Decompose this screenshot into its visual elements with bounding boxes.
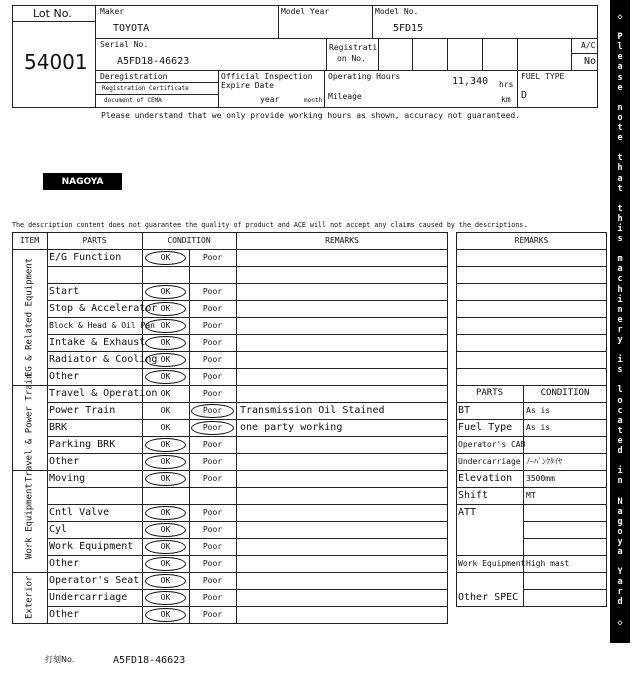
inspection-label-2: Expire Date xyxy=(221,81,274,90)
year-label: year xyxy=(260,95,280,104)
ok-option: OK xyxy=(160,593,171,602)
spec-row-condition: MT xyxy=(526,491,536,500)
divider xyxy=(447,38,448,70)
divider xyxy=(456,283,607,284)
ok-option: OK xyxy=(160,355,171,364)
group-label: EG & Related Equipment xyxy=(24,257,35,377)
poor-option: Poor xyxy=(202,287,223,296)
divider xyxy=(456,317,607,318)
poor-option: Poor xyxy=(202,338,223,347)
ok-option: OK xyxy=(160,508,171,517)
table-row-remark: Transmission Oil Stained xyxy=(240,405,385,416)
ok-option: OK xyxy=(160,457,171,466)
divider xyxy=(47,555,448,556)
divider xyxy=(12,572,47,573)
ok-option: OK xyxy=(160,321,171,330)
table-row-part: Moving xyxy=(49,473,86,484)
divider xyxy=(47,606,448,607)
group-label: Travel & Power Train xyxy=(24,373,35,482)
divider xyxy=(47,487,448,488)
serial-value: A5FD18-46623 xyxy=(117,56,190,67)
ok-option: OK xyxy=(160,559,171,568)
divider xyxy=(95,82,218,83)
table-row-part: Parking BRK xyxy=(49,439,116,450)
divider xyxy=(95,38,598,39)
ok-option: OK xyxy=(160,253,171,262)
ok-option: OK xyxy=(160,372,171,381)
divider xyxy=(47,419,448,420)
spec-row-part: Elevation xyxy=(458,473,513,484)
spec-row-condition: As is xyxy=(526,406,551,415)
operating-hours-label: Operating Hours xyxy=(328,72,401,81)
poor-option: Poor xyxy=(202,389,223,398)
ok-circle-mark xyxy=(145,557,186,571)
divider xyxy=(47,453,448,454)
mileage-label: Mileage xyxy=(328,92,362,101)
cema-label: document of CEMA xyxy=(104,97,162,104)
divider xyxy=(47,538,448,539)
ok-option: OK xyxy=(160,525,171,534)
divider xyxy=(47,385,448,386)
divider xyxy=(456,555,607,556)
divider xyxy=(456,249,607,250)
poor-option: Poor xyxy=(202,610,223,619)
header-item: ITEM xyxy=(19,236,40,245)
table-row-part: BRK xyxy=(49,422,68,433)
divider xyxy=(571,53,598,54)
spec-row-part: BT xyxy=(458,405,471,416)
spec-row-condition: 3500mm xyxy=(526,474,555,483)
table-row-part: Travel & Operation xyxy=(49,388,158,399)
table-row-remark: one party working xyxy=(240,422,343,433)
poor-option: Poor xyxy=(202,508,223,517)
divider xyxy=(278,5,279,38)
divider xyxy=(12,385,47,386)
divider xyxy=(12,21,95,22)
operating-hours-value: 11,340 xyxy=(452,76,489,87)
divider xyxy=(324,70,325,108)
hrs-unit: hrs xyxy=(499,80,514,89)
divider xyxy=(218,70,219,108)
divider xyxy=(456,402,607,403)
table-row-part: Cyl xyxy=(49,524,68,535)
ac-value: No xyxy=(584,56,597,67)
registration-label-2: on No. xyxy=(337,54,366,63)
divider xyxy=(456,419,607,420)
ok-option: OK xyxy=(160,576,171,585)
poor-option: Poor xyxy=(202,576,223,585)
table-row-part: Operator's Seat xyxy=(49,575,140,586)
ok-option: OK xyxy=(160,542,171,551)
divider xyxy=(517,70,518,108)
divider xyxy=(523,538,607,539)
divider xyxy=(372,5,373,38)
divider xyxy=(236,232,237,623)
divider xyxy=(47,334,448,335)
spec-row-part: Fuel Type xyxy=(458,422,513,433)
poor-option: Poor xyxy=(202,474,223,483)
divider xyxy=(47,436,448,437)
divider xyxy=(95,70,598,71)
ok-circle-mark xyxy=(145,540,186,554)
ok-circle-mark xyxy=(145,353,186,367)
divider xyxy=(456,334,607,335)
ok-circle-mark xyxy=(145,319,186,333)
divider xyxy=(456,368,607,369)
ok-option: OK xyxy=(160,389,171,398)
divider xyxy=(456,470,607,471)
table-row-part: Other xyxy=(49,558,80,569)
spec-row-part: Shift xyxy=(458,490,489,501)
fuel-type-label: FUEL TYPE xyxy=(521,72,565,81)
spec-row-condition: As is xyxy=(526,423,551,432)
divider xyxy=(456,453,607,454)
divider xyxy=(12,470,47,471)
lot-number: 54001 xyxy=(24,50,88,74)
spec-row-condition: ﾉｰﾊﾞﾝｸﾀｲﾔ xyxy=(526,457,562,466)
divider xyxy=(47,368,448,369)
divider xyxy=(523,521,607,522)
poor-option: Poor xyxy=(202,559,223,568)
ok-circle-mark xyxy=(145,285,186,299)
divider xyxy=(456,351,607,352)
table-row-part: Other xyxy=(49,456,80,467)
divider xyxy=(47,317,448,318)
ok-option: OK xyxy=(160,474,171,483)
table-row-part: E/G Function xyxy=(49,252,122,263)
divider xyxy=(456,300,607,301)
poor-option: Poor xyxy=(202,355,223,364)
ok-circle-mark xyxy=(145,336,186,350)
poor-option: Poor xyxy=(202,525,223,534)
ok-circle-mark xyxy=(145,472,186,486)
ok-circle-mark xyxy=(145,302,186,316)
table-row-part: Intake & Exhaust xyxy=(49,337,146,348)
table-row-part: Stop & Accelerator xyxy=(49,303,158,314)
table-row-part: Radiator & Cooling xyxy=(49,354,158,365)
poor-option: Poor xyxy=(202,253,223,262)
header-parts: PARTS xyxy=(82,236,107,245)
month-label: month xyxy=(304,97,323,104)
ok-option: OK xyxy=(160,287,171,296)
inspection-label: Official Inspection xyxy=(221,72,313,81)
divider xyxy=(571,38,572,70)
side-banner-text: ◇ P l e a s e n o t e t h a t t h i s m a c h i n e r y i s l o c a t e d i n N a g o y a Y a r d ◇ xyxy=(617,12,623,628)
divider xyxy=(47,402,448,403)
disclaimer: The description content does not guarantee the quality of product and ACE will not accept any claims caused by the descriptions. xyxy=(12,221,528,229)
right-condition-header: CONDITION xyxy=(540,388,590,398)
ok-circle-mark xyxy=(145,506,186,520)
divider xyxy=(47,300,448,301)
table-row-part: Work Equipment xyxy=(49,541,134,552)
fuel-type-value: D xyxy=(521,90,528,101)
right-remarks-box xyxy=(456,232,607,386)
divider xyxy=(95,94,218,95)
table-row-part: Start xyxy=(49,286,80,297)
ok-circle-mark xyxy=(145,438,186,452)
poor-option: Poor xyxy=(202,406,223,415)
divider xyxy=(456,572,607,573)
stamp-label: 打刻No. xyxy=(45,655,75,664)
header-condition: CONDITION xyxy=(167,236,211,245)
table-row-part: Power Train xyxy=(49,405,116,416)
table-row-part: Undercarriage xyxy=(49,592,128,603)
divider xyxy=(47,283,448,284)
poor-option: Poor xyxy=(202,372,223,381)
ok-option: OK xyxy=(160,423,171,432)
divider xyxy=(482,38,483,70)
group-label: Exterior xyxy=(24,575,35,620)
divider xyxy=(523,589,607,590)
ok-circle-mark xyxy=(145,523,186,537)
poor-circle-mark xyxy=(191,404,234,418)
poor-option: Poor xyxy=(202,304,223,313)
poor-option: Poor xyxy=(202,440,223,449)
spec-row-part: Undercarriage xyxy=(458,457,521,466)
divider xyxy=(47,504,448,505)
divider xyxy=(47,266,448,267)
header-remarks: REMARKS xyxy=(325,236,359,245)
poor-circle-mark xyxy=(191,421,234,435)
right-parts-header: PARTS xyxy=(475,388,504,398)
divider xyxy=(517,38,518,70)
ok-option: OK xyxy=(160,610,171,619)
registration-label: Registrati xyxy=(329,43,378,52)
ok-circle-mark xyxy=(145,455,186,469)
registration-certificate-label: Registration Certificate xyxy=(102,85,189,92)
divider xyxy=(456,266,607,267)
ac-label: A/C xyxy=(581,41,596,50)
poor-option: Poor xyxy=(202,457,223,466)
maker-value: TOYOTA xyxy=(113,23,150,34)
side-banner xyxy=(610,0,630,643)
poor-option: Poor xyxy=(202,423,223,432)
divider xyxy=(47,521,448,522)
divider xyxy=(456,436,607,437)
deregistration-label: Deregistration xyxy=(100,72,168,81)
model-no-label: Model No. xyxy=(375,7,419,16)
location-badge: NAGOYA xyxy=(43,173,122,190)
ok-option: OK xyxy=(160,338,171,347)
stamp-value: A5FD18-46623 xyxy=(113,655,186,666)
model-no-value: 5FD15 xyxy=(393,23,424,34)
divider xyxy=(12,249,448,250)
divider xyxy=(47,572,448,573)
divider xyxy=(95,5,96,108)
right-remarks-header: REMARKS xyxy=(514,236,549,245)
spec-row-part: ATT xyxy=(458,507,477,518)
divider xyxy=(47,470,448,471)
divider xyxy=(412,38,413,70)
divider xyxy=(456,487,607,488)
poor-option: Poor xyxy=(202,542,223,551)
divider xyxy=(456,504,607,505)
model-year-label: Model Year xyxy=(281,7,330,16)
spec-row-part: Other SPEC xyxy=(458,592,519,603)
group-label: Work Equipment xyxy=(24,483,35,559)
table-row-part: Other xyxy=(49,371,80,382)
divider xyxy=(378,38,379,70)
ok-option: OK xyxy=(160,440,171,449)
hours-notice: Please understand that we only provide working hours as shown, accuracy not guaranteed. xyxy=(101,111,521,120)
poor-option: Poor xyxy=(202,593,223,602)
ok-circle-mark xyxy=(145,251,186,265)
lot-label: Lot No. xyxy=(33,7,72,20)
ok-circle-mark xyxy=(145,608,186,622)
divider xyxy=(47,232,48,623)
serial-label: Serial No. xyxy=(100,40,149,49)
maker-label: Maker xyxy=(100,7,125,16)
ok-circle-mark xyxy=(145,574,186,588)
table-row-part: Block & Head & Oil Pan xyxy=(49,321,155,330)
table-row-part: Cntl Valve xyxy=(49,507,110,518)
divider xyxy=(47,351,448,352)
ok-circle-mark xyxy=(145,370,186,384)
spec-row-part: Work Equipment xyxy=(458,559,526,568)
spec-row-condition: High mast xyxy=(526,559,570,568)
km-unit: km xyxy=(501,95,511,104)
ok-circle-mark xyxy=(145,591,186,605)
table-row-part: Other xyxy=(49,609,80,620)
divider xyxy=(326,38,327,70)
divider xyxy=(47,589,448,590)
ok-option: OK xyxy=(160,304,171,313)
spec-row-part: Operator's CAB xyxy=(458,440,526,449)
header-box xyxy=(12,5,598,108)
ok-option: OK xyxy=(160,406,171,415)
poor-option: Poor xyxy=(202,321,223,330)
